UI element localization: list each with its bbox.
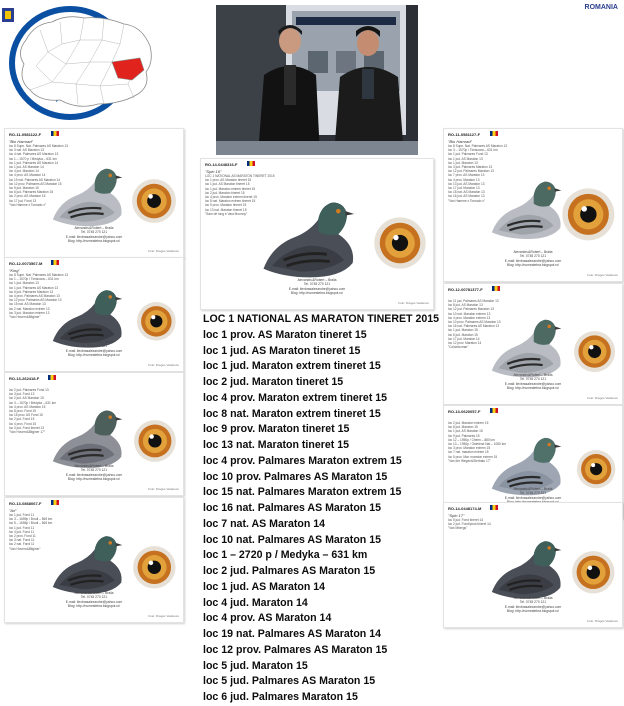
owner-line: Tel. 0745 270 121 <box>519 600 547 605</box>
owner-line: Blog: http://numealebra.blogspot.ro/ <box>67 476 121 481</box>
result-line: loc 4 prov. AS Maraton 14 <box>203 612 332 625</box>
result-line: loc 5 jud. Palmares AS Maraton 15 <box>203 675 376 688</box>
result-line: loc 6 jud. Palmares Maraton 15 <box>203 691 358 703</box>
result-line: loc 2 nat. Fond 11 <box>9 542 35 547</box>
owner-line: Tel. 0745 270 121 <box>80 468 108 473</box>
photo-credit: Foto: Dragos Vasilescu <box>148 249 179 253</box>
result-line: loc 8 nat. Maraton extrem tineret 15 <box>203 407 381 420</box>
owner-line: Alexandru&Robert – Braila <box>74 226 114 231</box>
result-line: loc 4 prov. Maraton 13 <box>448 177 480 182</box>
owner-line: E-mail: ilexbrasalexandre@yahoo.com <box>65 472 123 477</box>
eye-closeup <box>136 301 177 342</box>
result-line: loc 1 jud. Maraton extrem tineret 15 <box>205 186 256 191</box>
photo-credit: Foto: Dragos Vasilescu <box>587 619 618 623</box>
owner-line: Blog: http://numealebra.blogspot.ro/ <box>506 608 560 613</box>
result-line: loc 2 nat. Maraton extrem 13 <box>9 306 50 311</box>
pigeon-card <box>443 128 623 282</box>
result-line: loc 5 jud. Maraton 15 <box>203 659 308 672</box>
result-line: loc 1 jud. AS Maraton tineret 15 <box>203 344 361 357</box>
result-line: LOC 1 NATIONAL AS MARATON TINERET 2015 <box>205 174 275 178</box>
result-line: loc 1 jud. AS Maraton tineret 15 <box>205 182 250 187</box>
result-line: loc 1 jud. Palmares Fond 13 <box>448 152 488 157</box>
owner-line: Alexandru&Robert – Braila <box>74 591 114 596</box>
result-line: loc 2 jud. Maraton tineret 15 <box>203 376 344 388</box>
pigeon-name: "Bio Hamrad" <box>9 139 33 144</box>
result-line: loc 5 jud. Maraton 15 <box>9 186 39 191</box>
pigeon-name: "Ari" <box>9 508 17 513</box>
owner-line: Tel. 0745 270 121 <box>519 491 547 496</box>
owner-line: Tel. 0745 270 121 <box>519 254 547 259</box>
owner-line: E-mail: ilexbrasalexandre@yahoo.com <box>504 604 562 609</box>
result-line: loc 7 prov. AS Maraton 13 <box>448 173 485 178</box>
owner-line: Tel. 0745 270 121 <box>80 344 108 349</box>
result-line: loc 4 jud. Maraton 14 <box>203 596 308 609</box>
eye-closeup <box>373 216 427 270</box>
photo-credit: Foto: Dragos Vasilescu <box>587 396 618 400</box>
result-line: loc 9 jud. Palmares 15 <box>448 433 480 438</box>
result-line: loc 1 jud. Fond 11 <box>9 525 35 530</box>
owner-contact <box>271 278 364 295</box>
result-line: loc 2 jud. Palmares Fond 13 <box>9 388 49 392</box>
pigeon-card <box>4 372 184 496</box>
result-line: loc 1 jud. Palmares AS Maraton 14 <box>9 160 59 165</box>
result-line: "Van der Wegen&Sterbatu 17" <box>448 458 491 463</box>
result-line: loc 10 prov. Palmares AS Maraton 13 <box>448 320 501 325</box>
result-line: loc 12 prov. Palmares AS Maraton 15 <box>203 643 388 656</box>
result-line: loc 10 nat. Palmares AS Maraton 15 <box>203 533 382 546</box>
eye-closeup <box>561 187 616 242</box>
map-graphic <box>0 0 164 120</box>
ring-number: RO-13-262418-F <box>9 376 40 381</box>
result-line: loc 11 jud. Palmares AS Maraton 13 <box>448 299 499 303</box>
result-line: loc 1 – 2720 p / Medyka – 631 km <box>203 549 368 562</box>
result-line: loc 6 jud. Maraton 15 <box>448 332 478 337</box>
result-line: "Van Hamme x Tornado x" <box>448 198 486 203</box>
result-line: loc 3 – 1659p / Brodi – 565 km <box>9 517 53 522</box>
result-line: loc 8 jud. AS Maraton 13 <box>448 303 483 308</box>
pigeon-card <box>4 497 184 623</box>
result-line: loc 16 nat. Palmares AS Maraton 15 <box>203 502 382 514</box>
result-line: loc 6 jud. Palmares Maraton 15 <box>9 190 54 195</box>
result-line: loc 3 – 1570p / Timisoara – 631 km <box>448 148 498 153</box>
map-country-label: ROMANIA <box>584 4 618 11</box>
result-line: loc 2 jud. Fond/pivot tineret 14 <box>448 522 491 527</box>
result-line: loc 15 nat. AS Maraton 13 <box>9 302 46 307</box>
result-line: loc 3 – 1570p / Medyka – 631 km <box>9 400 56 405</box>
result-line: loc 3 prov. Maraton extrem 15 <box>448 446 491 451</box>
result-line: loc 12 prov. Maraton 14 <box>448 341 482 346</box>
eye-closeup <box>133 419 177 463</box>
ring-number: RO-13-0620057-F <box>448 409 481 414</box>
result-line: loc 2 prov. AS Maraton 15 <box>9 194 46 199</box>
result-line: loc 1 jud. Maraton 15 <box>448 328 478 333</box>
result-line: loc 2 jud. Palmares AS Maraton 15 <box>203 565 376 577</box>
owner-line: Alexandru&Robert – Braila <box>513 250 553 255</box>
romania-flag-icon <box>490 505 498 510</box>
result-line: loc 5 – 1655p / Brodi – 565 km <box>9 521 53 526</box>
result-line: loc 1 jud. Maraton extrem tineret 15 <box>203 360 381 373</box>
result-line: loc 4 nat. Palmares AS Maraton 13 <box>9 152 59 157</box>
result-line: loc 12 – 1950p / Chelm – 880 km <box>448 437 495 442</box>
result-line: loc 3 jud. Fond tineret 13 <box>9 425 45 430</box>
owner-contact <box>58 464 129 481</box>
result-line: loc 19 nat. Palmares AS Maraton 14 <box>9 177 61 182</box>
result-line: loc 13 – 1950p / Ostelend Nat – 1080 km <box>448 442 506 447</box>
romania-flag-icon <box>51 500 59 505</box>
featured-pigeon-card <box>200 158 434 310</box>
romania-flag-icon <box>490 408 498 413</box>
photo-credit: Foto: Dragos Vasilescu <box>148 614 179 618</box>
result-line: loc 5 prov. Mar. maraton extrem 15 <box>448 454 498 459</box>
owner-line: Blog: http://numealebra.blogspot.ro/ <box>67 352 121 357</box>
result-line: loc 15 nat. Palmares Maraton extrem 15 <box>203 486 402 499</box>
pigeon-card <box>4 257 184 372</box>
result-line: loc 1 jud. AS Maraton 14 <box>203 580 326 593</box>
result-line: loc 3 jud. Maraton extrem 13 <box>9 310 50 315</box>
romania-flag-icon <box>51 260 59 265</box>
result-line: loc 2 prov. Fond 11 <box>9 534 36 539</box>
result-line: loc 2 jud. Maraton tineret 15 <box>205 190 245 195</box>
result-line: loc 2 jud. Fond 15 <box>9 417 35 422</box>
owner-line: Alexandru&Robert – Braila <box>513 487 553 492</box>
result-line: loc 8 Supe. Nat. Palmares AS Maraton 13 <box>9 273 68 277</box>
result-line: loc 9 prov. Maraton tineret 15 <box>203 423 350 436</box>
ring-number: RO-11-0581122-F <box>9 132 42 137</box>
pigeon-card <box>443 283 623 405</box>
result-line: loc 7 nat. AS Maraton 14 <box>203 517 326 530</box>
result-line: loc 4 prov. Maraton extrem 13 <box>448 315 491 320</box>
result-line: loc 19 nat. Palmares AS Maraton 14 <box>203 628 382 640</box>
result-line: "Van Hamme x Tornado x" <box>9 202 47 207</box>
result-line: loc 15 prov. AS Fond 15 <box>9 413 43 418</box>
result-line: loc 16 jud. AS Maraton 13 <box>448 194 485 199</box>
ring-number: RO-11-0581127-F <box>448 132 481 137</box>
photo-credit: Foto: Dragos Vasilescu <box>398 301 429 305</box>
result-line: loc 4 prov. Palmares Maraton extrem 15 <box>203 454 402 467</box>
owner-line: Blog: http://numealebra.blogspot.ro/ <box>506 262 560 267</box>
owner-line: Blog: http://numealebra.blogspot.ro/ <box>67 238 121 243</box>
result-line: loc 5 jud. Fond tineret 14 <box>448 518 484 522</box>
romania-map <box>0 0 618 120</box>
result-line: "Van Hovern&Bilginer 17" <box>9 430 46 435</box>
owner-line: Alexandru&Robert – Braila <box>513 596 553 601</box>
result-line: loc 4 prov. Maraton extrem tineret 15 <box>205 195 257 200</box>
result-line: LOC 1 NATIONAL AS MARATON TINERET 2015 <box>203 313 440 325</box>
ring-number: RO-14-0448316-F <box>205 162 238 167</box>
result-line: "Van Mbergs" <box>448 526 468 531</box>
photo-credit: Foto: Dragos Vasilescu <box>148 363 179 367</box>
result-line: loc 8 nat. Maraton extrem tineret 15 <box>205 199 256 204</box>
result-line: loc 12 prov. Palmares AS Maraton 13 <box>9 298 62 303</box>
owner-line: E-mail: ilexbrasalexandre@yahoo.com <box>65 599 123 604</box>
owner-line: Blog: http://numealebra.blogspot.ro/ <box>67 603 121 608</box>
owner-line: Blog: http://numealebra.blogspot.ro/ <box>290 290 344 295</box>
result-line: loc 8 prov. Fond 15 <box>9 409 37 414</box>
result-line: loc 12 jud. Palmares Maraton 13 <box>448 307 494 312</box>
pigeon-name: "Bio Hamrad" <box>448 139 472 144</box>
result-line: loc 13 nat. Maraton tineret 15 <box>203 439 350 451</box>
ring-number: RO-12-00781377-F <box>448 287 483 292</box>
result-line: loc 7 nat. maraton extrem 15 <box>448 450 489 455</box>
result-line: loc 1 prov. AS Maraton tineret 15 <box>203 328 367 341</box>
owner-contact <box>497 250 568 267</box>
ring-number: RO-12-0073567-M <box>9 261 43 266</box>
romania-flag-icon <box>247 161 255 166</box>
owner-contact <box>497 596 568 613</box>
owner-line: Alexandru&Robert – Braila <box>74 340 114 345</box>
owner-line: Alexandru&Robert – Braila <box>297 278 337 283</box>
result-line: loc 2 jud. AS Maraton 15 <box>9 396 44 401</box>
result-line: loc 3 jud. Fond 13 <box>9 392 35 397</box>
eye-closeup <box>573 330 616 373</box>
result-line: loc 10 nat. Maraton extrem 13 <box>448 311 491 316</box>
result-line: loc 4 prov. AS Maraton 15 <box>9 404 46 409</box>
result-line: "Colombomar" <box>448 345 469 350</box>
result-line: loc 1 jud. AS Maraton 15 <box>448 429 483 434</box>
result-line: loc 3 jud. Palmares Maraton 13 <box>448 165 493 170</box>
owner-line: Tel. 0745 270 121 <box>80 230 108 235</box>
result-line: loc 12 prov. Palmares AS Maraton 15 <box>9 181 62 186</box>
result-line: loc 1 jud. Maraton 13 <box>448 160 478 165</box>
result-line: loc 8 jud. Maraton 15 <box>448 425 478 430</box>
owner-line: Blog: http://numealebra.blogspot.ro/ <box>506 385 560 390</box>
result-line: loc 8 Supe. Nat. Palmares AS Maraton 13 <box>448 144 507 148</box>
romania-flag-icon <box>490 131 498 136</box>
result-line: loc 4 prov. Maraton extrem tineret 15 <box>203 391 388 404</box>
result-line: loc 1 jud. AS Maraton 14 <box>9 165 44 170</box>
result-line: loc 1 – 1570 p / Medyka – 631 km <box>9 156 57 161</box>
owner-line: Tel. 0745 270 121 <box>519 377 547 382</box>
result-line: "Van Hovern&Bilginer" <box>9 546 41 551</box>
owner-line: E-mail: ilexbrasalexandre@yahoo.com <box>65 234 123 239</box>
romania-flag-icon <box>492 286 500 291</box>
result-line: loc 17 jud. Maraton 14 <box>448 336 480 341</box>
pigeon-card <box>4 128 184 258</box>
owner-contact <box>497 373 568 390</box>
owner-contact <box>58 591 129 608</box>
eye-closeup <box>571 550 616 595</box>
owner-line: Tel. 0745 270 121 <box>80 595 108 600</box>
owner-line: Tel. 0745 270 121 <box>303 282 331 287</box>
photo-credit: Foto: Dragos Vasilescu <box>587 273 618 277</box>
result-line: "Van Hovern&Bilginer" <box>9 315 41 320</box>
result-line: loc 1 jud. Fond 11 <box>9 513 35 517</box>
result-line: loc 1 jud. AS Maraton 13 <box>448 156 483 161</box>
pigeon-name: "Spin 17" <box>448 513 465 518</box>
owner-line: E-mail: ilexbrasalexandre@yahoo.com <box>65 348 123 353</box>
result-line: loc 13 jud. AS Maraton 13 <box>448 181 485 186</box>
result-line: loc 4 prov. Palmares AS Maraton 13 <box>9 294 60 299</box>
result-line: loc 12 jud. Palmares Maraton 13 <box>448 169 494 174</box>
result-line: loc 1 – 1570p / Timisoara – 631 km <box>9 277 59 282</box>
owner-line: E-mail: ilexbrasalexandre@yahoo.com <box>504 381 562 386</box>
owner-line: E-mail: ilexbrasalexandre@yahoo.com <box>504 495 562 500</box>
result-line: loc 1 jud. Palmares AS Maraton 13 <box>9 285 59 290</box>
pigeon-name: "Spin 16" <box>205 169 222 174</box>
owner-line: Alexandru&Robert – Braila <box>513 373 553 378</box>
result-line: loc 4 prov. AS Maraton 14 <box>9 173 46 178</box>
result-line: loc 13 nat. Maraton tineret 15 <box>205 207 247 212</box>
result-line: loc 18 nat. AS Maraton 13 <box>448 190 485 195</box>
ring-number: RO-13-0868067-F <box>9 501 42 506</box>
eye-closeup <box>576 449 616 489</box>
result-line: loc 8 Supe. Nat. Palmares AS Maraton 13 <box>9 144 68 148</box>
eye-closeup <box>132 545 177 590</box>
result-line: "Sam de long e Vast Moonny" <box>205 211 248 216</box>
result-line: loc 6 jud. Palmares Maraton 13 <box>9 289 54 294</box>
result-line: loc 2 jud. Maraton extrem 15 <box>448 421 489 425</box>
eye-closeup <box>131 178 177 224</box>
result-line: loc 17 jud. Maraton 13 <box>448 186 480 191</box>
pigeon-name: "King" <box>9 268 20 273</box>
ring-number: RO-14-0448174-M <box>448 506 482 511</box>
result-line: loc 1 prov. AS Maraton tineret 15 <box>205 178 252 183</box>
result-line: loc 4 jud. Maraton 14 <box>9 169 39 174</box>
romania-flag-icon <box>51 131 59 136</box>
pigeon-card <box>443 502 623 628</box>
owner-line: Alexandru&Robert – Braila <box>74 464 114 469</box>
result-line: loc 9 prov. Maraton tineret 15 <box>205 203 247 208</box>
result-line: loc 1 jud. Maraton 13 <box>9 281 39 286</box>
result-line: loc 4 jud. Fond 11 <box>9 529 35 534</box>
owner-line: E-mail: ilexbrasalexandre@yahoo.com <box>288 286 346 291</box>
result-line: loc 17 jud. Fond 13 <box>9 198 37 203</box>
result-line: loc 3 nat. AS Maraton 13 <box>9 148 44 153</box>
photo-credit: Foto: Dragos Vasilescu <box>148 487 179 491</box>
result-line: loc 3 nat. Fond 11 <box>9 538 35 543</box>
result-line: loc 4 prov. Fond 15 <box>9 421 37 426</box>
owner-contact <box>58 226 129 243</box>
ceremony-photo <box>216 5 418 155</box>
romania-flag-icon <box>48 375 56 380</box>
result-line: loc 10 prov. Palmares AS Maraton 15 <box>203 470 388 483</box>
owner-line: E-mail: ilexbrasalexandre@yahoo.com <box>504 258 562 263</box>
owner-contact <box>58 340 129 357</box>
result-line: loc 16 nat. Palmares AS Maraton 13 <box>448 324 500 329</box>
